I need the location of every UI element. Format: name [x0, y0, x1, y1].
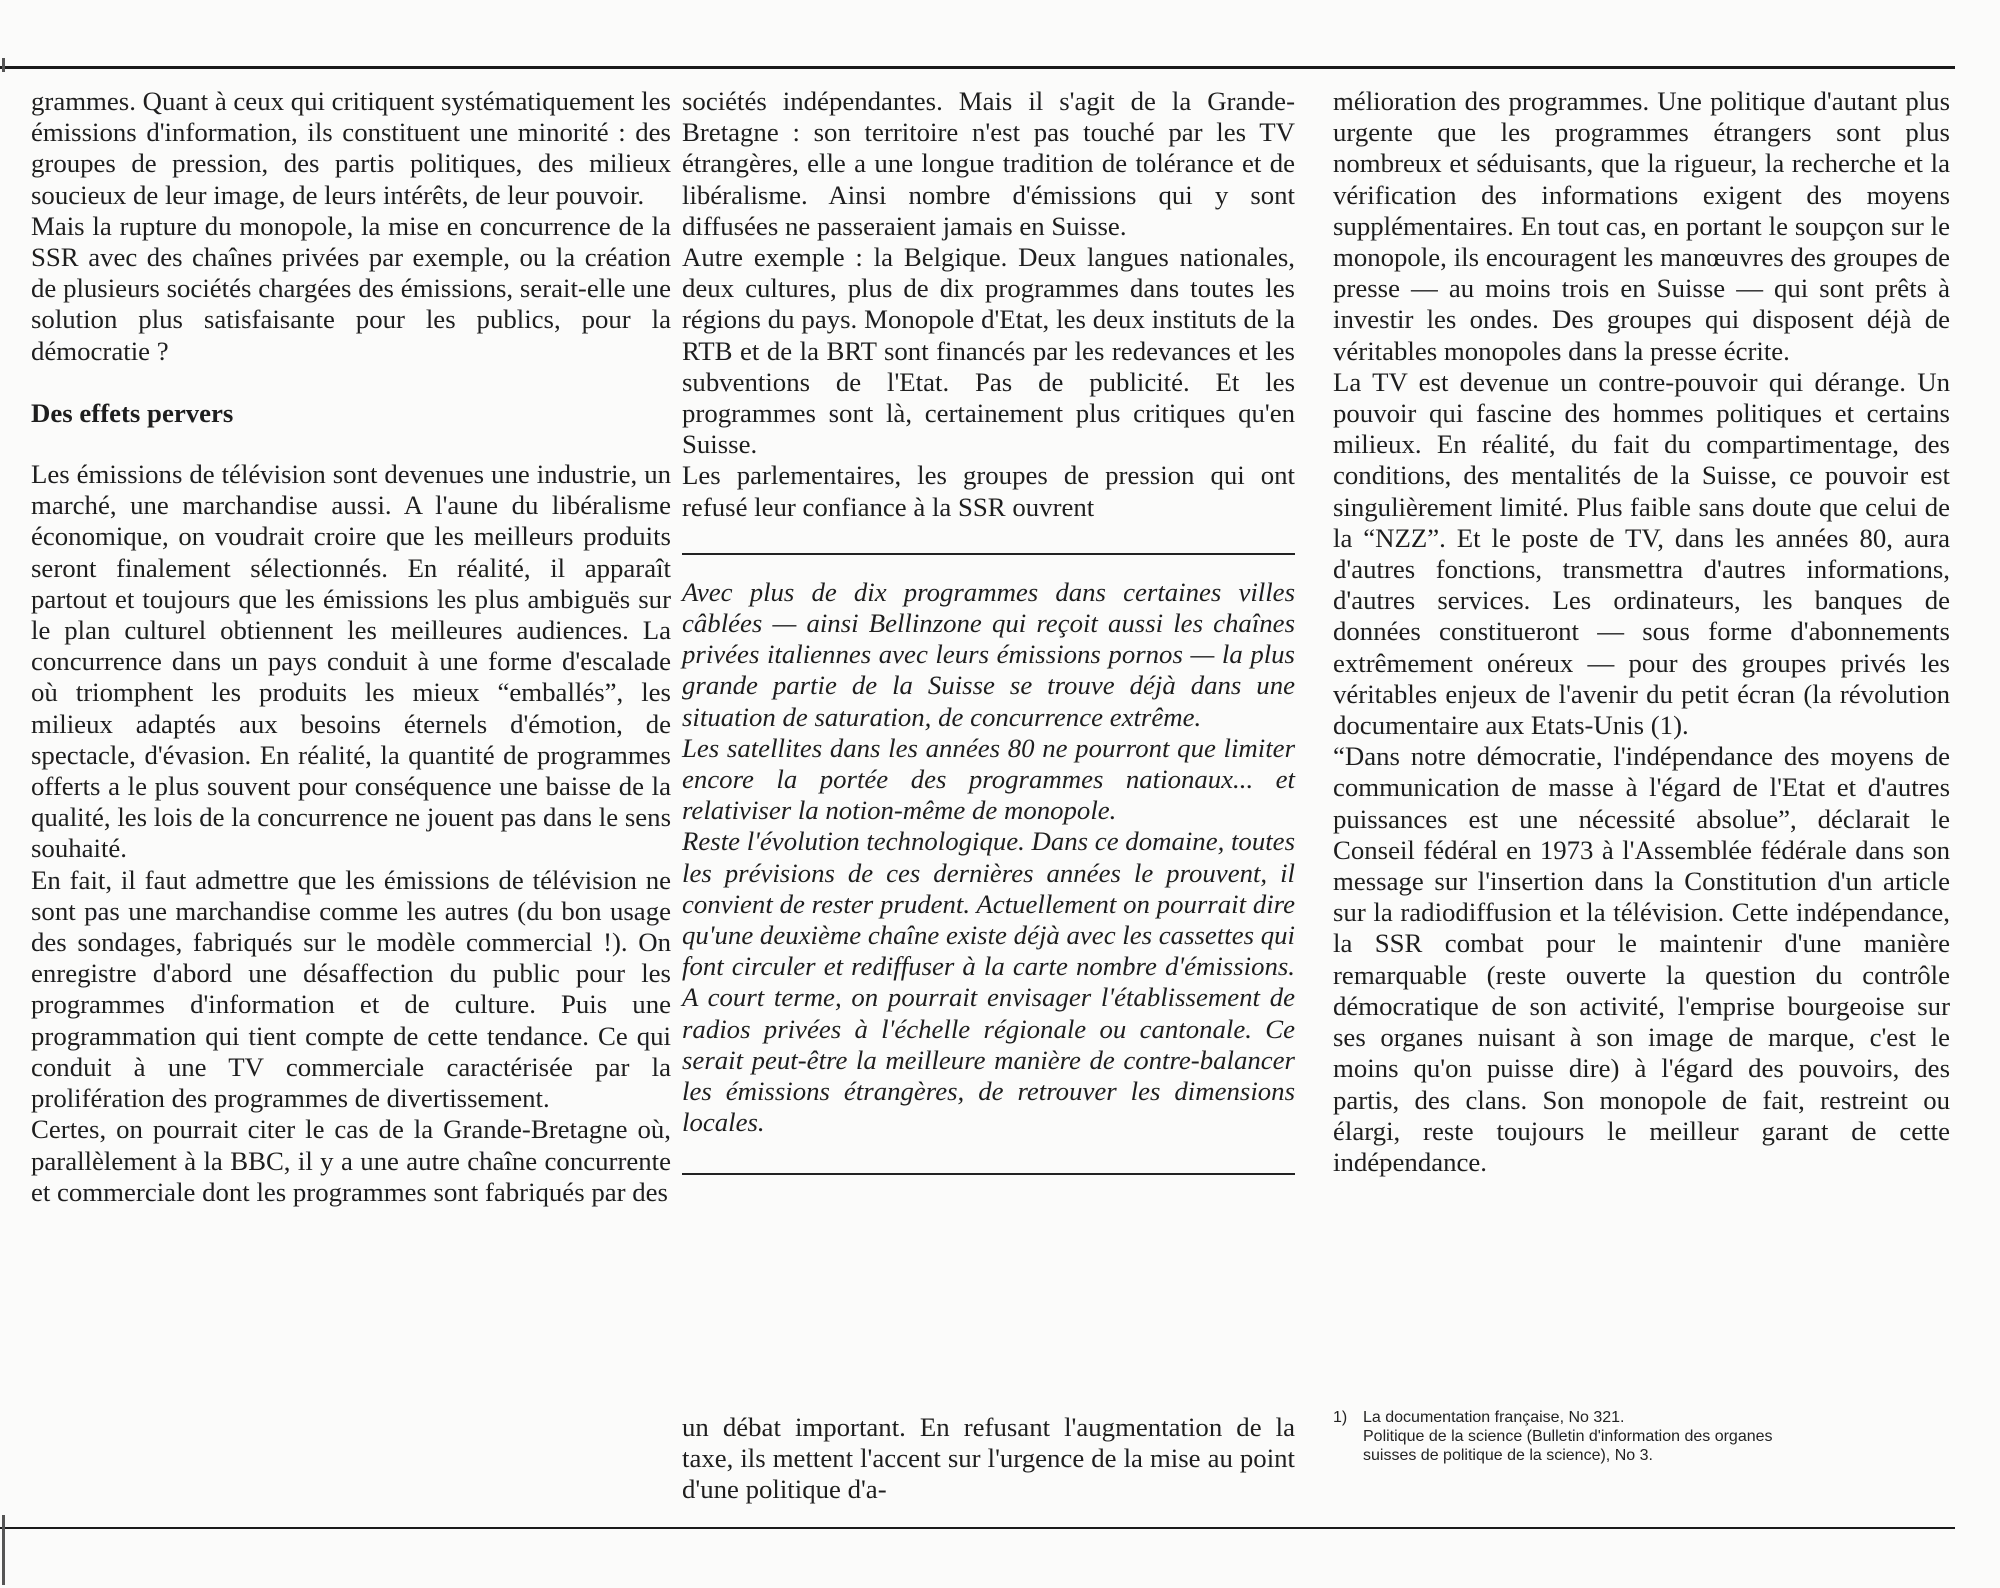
- top-rule: [0, 66, 1955, 69]
- footnote-line: Politique de la science (Bulletin d'information des organes: [1363, 1428, 1773, 1445]
- bottom-rule: [0, 1527, 1955, 1529]
- column-3: [1333, 86, 1950, 1178]
- paragraph: Autre exemple : la Belgique. Deux langues nationales, deux cultures, plus de dix programmes dans toutes les régions du pays. Monopole d'Etat, les deux instituts de la RTB et de la BRT sont financés par les redevances et les subventions de l'Etat. Pas de publicité. Et les programmes sont là, certainement plus critiques qu'en Suisse.: [682, 242, 1295, 460]
- paragraph: “Dans notre démocratie, l'indépendance des moyens de communication de masse à l'égard de l'Etat et d'autres puissances est une nécessité absolue”, déclarait le Conseil fédéral en 1973 à l'Assemblée fédérale dans son message sur l'insertion dans la Constitution d'un article sur la radiodiffusion et la télévision. Cette indépendance, la SSR combat pour le maintenir d'une manière remarquable (reste ouverte la question du contrôle démocratique de son activité, l'emprise bourgeoise sur ses organes nuisant à son image de marque, c'est le moins qu'on puisse dire) à l'égard des pouvoirs, des partis, des clans. Son monopole de fait, restreint ou élargi, reste toujours le meilleur garant de cette indépendance.: [1333, 741, 1950, 1177]
- paragraph: mélioration des programmes. Une politique d'autant plus urgente que les programmes étrangers sont plus nombreux et séduisants, que la rigueur, la recherche et la vérification des informations exigent des moyens supplémentaires. En tout cas, en portant le soupçon sur le monopole, ils encouragent les manœuvres des groupes de presse — au moins trois en Suisse — qui sont prêts à investir les ondes. Des groupes qui disposent déjà de véritables monopoles dans la presse écrite.: [1333, 86, 1950, 366]
- inset-paragraph: Reste l'évolution technologique. Dans ce domaine, toutes les prévisions de ces dernières années le prouvent, il convient de rester prudent. Actuellement on pourrait dire qu'une deuxième chaîne existe déjà avec les cassettes qui font circuler et rediffuser à la carte nombre d'émissions. A court terme, on pourrait envisager l'établissement de radios privées à l'échelle régionale ou cantonale. Ce serait peut-être la meilleure manière de contre-balancer les émissions étrangères, de retrouver les dimensions locales.: [682, 826, 1295, 1138]
- footnote-number: 1): [1333, 1409, 1348, 1426]
- footnote-line: suisses de politique de la science), No 3.: [1363, 1447, 1653, 1464]
- page-edge-mark: [2, 58, 5, 72]
- box-bottom-rule: [682, 1173, 1295, 1175]
- paragraph: Les parlementaires, les groupes de pression qui ont refusé leur confiance à la SSR ouvrent: [682, 460, 1295, 522]
- section-heading: Des effets pervers: [31, 397, 234, 428]
- paragraph: Les émissions de télévision sont devenues une industrie, un marché, une marchandise aussi. A l'aune du libéralisme économique, on voudrait croire que les meilleurs produits seront finalement sélectionnés. En réalité, il apparaît partout et toujours que les émissions les plus ambiguës sur le plan culturel obtiennent les meilleures audiences. La concurrence dans un pays conduit à une forme d'escalade où triomphent les produits les mieux “emballés”, les milieux adaptés aux besoins éternels d'émotion, de spectacle, d'évasion. En réalité, la quantité de programmes offerts a le plus souvent pour conséquence une baisse de la qualité, les lois de la concurrence ne jouent pas dans le sens souhaité.: [31, 459, 671, 864]
- column-1: [31, 86, 671, 1208]
- paragraph: un débat important. En refusant l'augmentation de la taxe, ils mettent l'accent sur l'urgence de la mise au point d'une politique d'a-: [682, 1412, 1295, 1505]
- paragraph: Certes, on pourrait citer le cas de la Grande-Bretagne où, parallèlement à la BBC, il y a une autre chaîne concurrente et commerciale dont les programmes sont fabriqués par des: [31, 1114, 671, 1207]
- inset-paragraph: Les satellites dans les années 80 ne pourront que limiter encore la portée des programmes nationaux... et relativiser la notion-même de monopole.: [682, 732, 1295, 826]
- footnote: [1333, 1408, 1953, 1465]
- box-top-rule: [682, 553, 1295, 555]
- inset-paragraph: Avec plus de dix programmes dans certaines villes câblées — ainsi Bellinzone qui reçoit aussi les chaînes privées italiennes avec leurs émissions pornos — la plus grande partie de la Suisse se trouve déjà dans une situation de saturation, de concurrence extrême.: [682, 576, 1295, 732]
- column-2: [682, 86, 1295, 1205]
- footnote-line: La documentation française, No 321.: [1363, 1409, 1625, 1426]
- paragraph: Mais la rupture du monopole, la mise en concurrence de la SSR avec des chaînes privées par exemple, ou la création de plusieurs sociétés chargées des émissions, serait-elle une solution plus satisfaisante pour les publics, pour la démocratie ?: [31, 210, 671, 366]
- inset-box: [682, 577, 1295, 1139]
- column-2-continuation: [682, 1412, 1295, 1506]
- paragraph: sociétés indépendantes. Mais il s'agit de la Grande-Bretagne : son territoire n'est pas touché par les TV étrangères, elle a une longue tradition de tolérance et de libéralisme. Ainsi nombre d'émissions qui y sont diffusées ne passeraient jamais en Suisse.: [682, 86, 1295, 241]
- page-edge-mark: [2, 1515, 5, 1585]
- paragraph: grammes. Quant à ceux qui critiquent systématiquement les émissions d'information, ils constituent une minorité : des groupes de pression, des partis politiques, des milieux soucieux de leur image, de leurs intérêts, de leur pouvoir.: [31, 86, 671, 210]
- paragraph: La TV est devenue un contre-pouvoir qui dérange. Un pouvoir qui fascine des hommes politiques et certains milieux. En réalité, du fait du compartimentage, des conditions, des mentalités de la Suisse, ce pouvoir est singulièrement limité. Plus faible sans doute que celui de la “NZZ”. Et le poste de TV, dans les années 80, aura d'autres fonctions, transmettra d'autres informations, d'autres services. Les ordinateurs, les banques de données constitueront — sous forme d'abonnements extrêmement onéreux — pour des groupes privés les véritables enjeux de l'avenir du petit écran (la révolution documentaire aux Etats-Unis (1).: [1333, 366, 1950, 741]
- paragraph: En fait, il faut admettre que les émissions de télévision ne sont pas une marchandise comme les autres (du bon usage des sondages, fabriqués sur le modèle commercial !). On enregistre d'abord une désaffection du public pour les programmes d'information et de culture. Puis une programmation qui tient compte de cette tendance. Ce qui conduit à une TV commerciale caractérisée par la prolifération des programmes de divertissement.: [31, 864, 671, 1114]
